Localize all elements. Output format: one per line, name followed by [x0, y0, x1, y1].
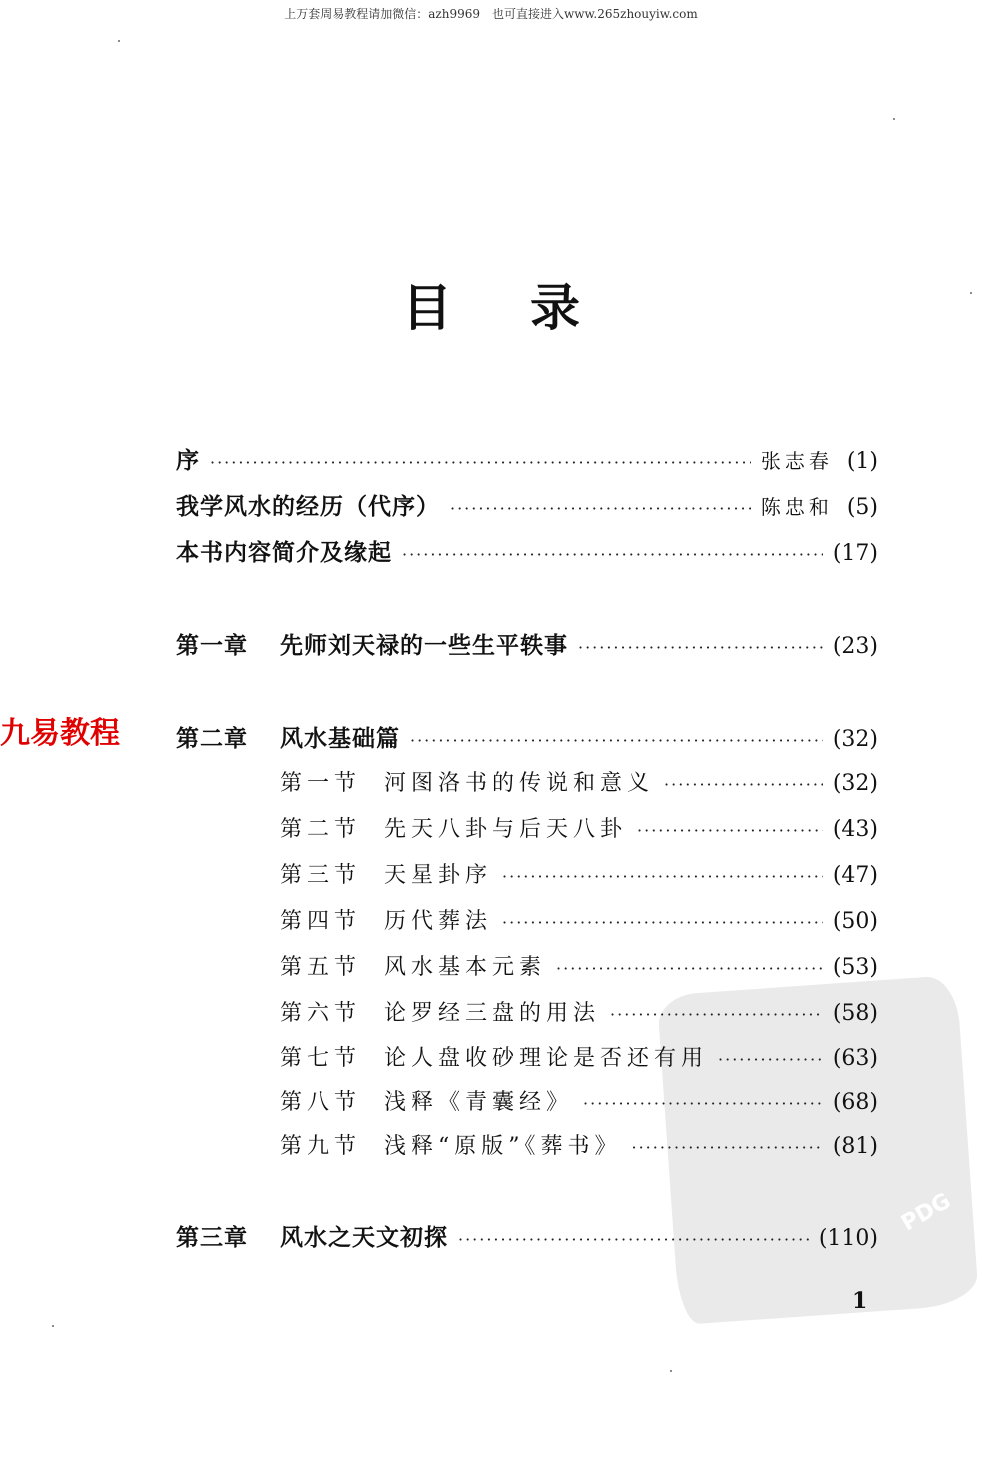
stamp-label: PDG	[897, 1188, 956, 1237]
section-title: 天星卦序	[384, 863, 493, 888]
toc-section-2-2[interactable]	[280, 812, 878, 843]
toc-section-label	[280, 904, 492, 935]
toc-entry-page: (17)	[832, 541, 878, 566]
toc-entry-author: 张志春	[760, 449, 833, 473]
section-number: 第九节	[280, 1134, 362, 1159]
section-number: 第五节	[280, 955, 362, 980]
toc-section-2-9[interactable]	[280, 1129, 878, 1160]
leader-dots	[610, 1007, 823, 1023]
toc-entry-label: 本书内容简介及缘起	[176, 540, 392, 566]
leader-dots	[718, 1052, 823, 1068]
page-title: 目录	[402, 279, 658, 337]
chapter-number: 第三章	[176, 1225, 248, 1251]
toc-entry-author: 陈忠和	[760, 495, 833, 519]
section-number: 第八节	[280, 1090, 362, 1115]
scan-speck	[970, 292, 972, 294]
scan-speck	[893, 118, 895, 120]
toc-section-page: (81)	[832, 1134, 878, 1159]
section-title: 先天八卦与后天八卦	[384, 817, 628, 842]
toc-section-label	[280, 858, 492, 889]
toc-section-2-7[interactable]	[280, 1041, 878, 1072]
toc-section-page: (32)	[832, 771, 878, 796]
toc-section-page: (53)	[832, 955, 878, 980]
leader-dots	[578, 640, 823, 656]
section-number: 第二节	[280, 817, 362, 842]
chapter-title: 风水基础篇	[280, 726, 400, 752]
toc-entry-page: (1)	[846, 449, 878, 474]
toc-section-page: (50)	[832, 909, 878, 934]
toc-section-2-4[interactable]	[280, 904, 878, 935]
leader-dots	[583, 1096, 823, 1112]
toc-entry-foreword[interactable]	[176, 488, 878, 521]
section-number: 第四节	[280, 909, 362, 934]
leader-dots	[458, 1232, 809, 1248]
toc-section-label	[280, 812, 627, 843]
section-title: 论罗经三盘的用法	[384, 1001, 601, 1026]
scan-speck	[118, 40, 120, 42]
section-number: 第三节	[280, 863, 362, 888]
leader-dots	[502, 915, 823, 931]
leader-dots	[664, 777, 823, 793]
toc-entry-label: 序	[176, 448, 200, 474]
section-title: 风水基本元素	[384, 955, 547, 980]
toc-chapter-1[interactable]	[176, 627, 878, 660]
section-number: 第七节	[280, 1046, 362, 1071]
leader-dots	[402, 547, 823, 563]
page-number: 1	[852, 1288, 868, 1314]
toc-chapter-page: (32)	[832, 727, 878, 752]
toc-chapter-page: (110)	[818, 1226, 878, 1251]
section-title: 论人盘收砂理论是否还有用	[384, 1046, 709, 1071]
chapter-number: 第二章	[176, 726, 248, 752]
toc-section-page: (68)	[832, 1090, 878, 1115]
section-number: 第一节	[280, 771, 362, 796]
section-title: 浅释《青囊经》	[384, 1090, 574, 1115]
toc-section-page: (58)	[832, 1001, 878, 1026]
leader-dots	[632, 1140, 823, 1156]
toc-section-2-5[interactable]	[280, 950, 878, 981]
toc-section-label	[280, 1129, 622, 1160]
toc-section-page: (63)	[832, 1046, 878, 1071]
toc-section-label	[280, 996, 600, 1027]
chapter-number: 第一章	[176, 633, 248, 659]
scan-speck	[670, 1370, 672, 1372]
toc-section-2-8[interactable]	[280, 1085, 878, 1116]
section-title: 历代葬法	[384, 909, 493, 934]
toc-chapter-label	[176, 1219, 448, 1252]
toc-section-label	[280, 1085, 573, 1116]
toc-section-label	[280, 766, 654, 797]
section-title: 浅释“原版”《葬书》	[384, 1134, 622, 1159]
toc-section-page: (47)	[832, 863, 878, 888]
toc-chapter-2[interactable]	[176, 720, 878, 753]
toc-section-label	[280, 950, 546, 981]
toc-chapter-label	[176, 720, 400, 753]
toc-section-2-3[interactable]	[280, 858, 878, 889]
toc-chapter-3[interactable]	[176, 1219, 878, 1252]
toc-chapter-label	[176, 627, 568, 660]
section-number: 第六节	[280, 1001, 362, 1026]
toc-section-label	[280, 1041, 708, 1072]
toc-entry-preface[interactable]	[176, 442, 878, 475]
toc-entry-page: (5)	[846, 495, 878, 520]
toc-section-2-6[interactable]	[280, 996, 878, 1027]
leader-dots	[410, 733, 823, 749]
toc-section-page: (43)	[832, 817, 878, 842]
leader-dots	[556, 961, 823, 977]
chapter-title: 风水之天文初探	[280, 1225, 448, 1251]
toc-section-2-1[interactable]	[280, 766, 878, 797]
leader-dots	[637, 823, 823, 839]
section-title: 河图洛书的传说和意义	[384, 771, 655, 796]
brand-label: 九易教程	[0, 716, 120, 751]
leader-dots	[210, 455, 751, 471]
toc-entry-intro[interactable]	[176, 534, 878, 567]
toc-entry-label: 我学风水的经历（代序）	[176, 494, 440, 520]
leader-dots	[450, 501, 751, 517]
leader-dots	[502, 869, 823, 885]
chapter-title: 先师刘天禄的一些生平轶事	[280, 633, 568, 659]
toc-chapter-page: (23)	[832, 634, 878, 659]
scan-speck	[52, 1325, 54, 1327]
header-note: 上万套周易教程请加微信：azh9969 也可直接进入www.265zhouyiw.com	[284, 7, 698, 21]
